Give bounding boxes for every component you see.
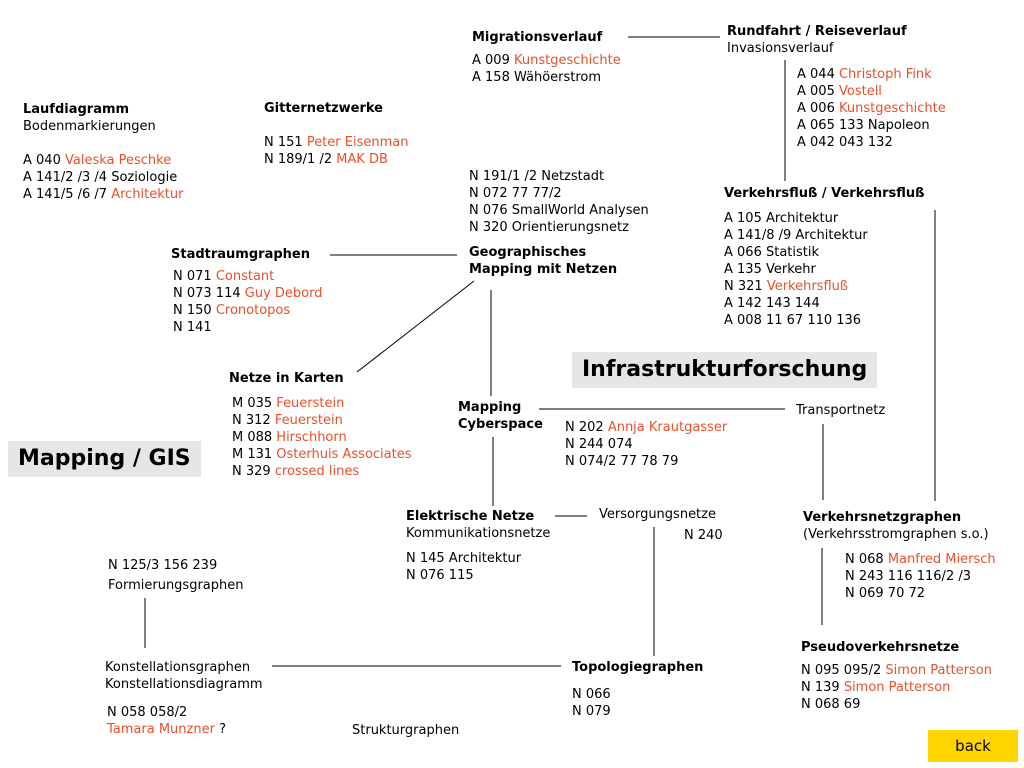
reference-link[interactable]: crossed lines	[274, 464, 360, 479]
geographisches-title: Geographisches Mapping mit Netzen	[469, 245, 618, 277]
list-item: A 135 Verkehr	[724, 262, 816, 277]
list-item: A 042 043 132	[797, 135, 893, 150]
list-item: A 141/2 /3 /4 Soziologie	[23, 170, 178, 185]
list-item: N 066	[572, 687, 611, 702]
list-item: N 312 Feuerstein	[232, 413, 343, 428]
verkehrsnetz-subtitle: (Verkehrsstromgraphen s.o.)	[803, 527, 989, 542]
list-item: A 142 143 144	[724, 296, 820, 311]
reference-link[interactable]: Manfred Miersch	[887, 552, 996, 567]
konstellation-list	[107, 704, 226, 738]
list-item: A 141/5 /6 /7 Architektur	[23, 187, 184, 202]
reference-link[interactable]: Architektur	[111, 187, 184, 202]
stadtraumgraphen-title: Stadtraumgraphen	[171, 247, 310, 262]
konstellation-block	[105, 659, 263, 693]
strukturgraphen-label: Strukturgraphen	[352, 723, 460, 738]
reference-link[interactable]: Christoph Fink	[838, 67, 932, 82]
list-item: A 065 133 Napoleon	[797, 118, 930, 133]
netzeinkarten-block	[229, 370, 344, 387]
reference-link[interactable]: Osterhuis Associates	[276, 447, 412, 462]
reference-link[interactable]: Cronotopos	[215, 303, 291, 318]
verkehrsfluss-block	[724, 185, 924, 329]
list-item: A 008 11 67 110 136	[724, 313, 862, 328]
laufdiagramm-block	[23, 101, 183, 203]
list-item: N 329 crossed lines	[232, 464, 360, 479]
verkehrsfluss-title: Verkehrsfluß / Verkehrsfluß	[724, 186, 925, 201]
list-item: N 068 Manfred Miersch	[845, 552, 996, 567]
topologie-block	[572, 659, 703, 720]
back-button[interactable]: back	[928, 730, 1018, 762]
mappingcyberspace-title: Mapping Cyberspace	[458, 400, 543, 432]
list-item: Tamara Munzner ?	[107, 722, 226, 737]
list-item: N 072 77 77/2	[469, 186, 562, 201]
migrationsverlauf-title: Migrationsverlauf	[472, 30, 603, 45]
netzeinkarten-list	[232, 395, 412, 480]
list-item: N 244 074	[565, 437, 633, 452]
list-item: A 066 Statistik	[724, 245, 820, 260]
versorgungsnetze-label: Versorgungsnetze	[599, 507, 716, 522]
elektrisch-subtitle: Kommunikationsnetze	[406, 526, 551, 541]
list-item: N 095 095/2 Simon Patterson	[801, 663, 992, 678]
list-item: N 150 Cronotopos	[173, 303, 291, 318]
list-item: N 202 Annja Krautgasser	[565, 420, 728, 435]
list-item: A 105 Architektur	[724, 211, 839, 226]
list-item: N 076 115	[406, 568, 474, 583]
reference-link[interactable]: Kunstgeschichte	[838, 101, 946, 116]
list-item: N 071 Constant	[173, 269, 275, 284]
formierung-title: Formierungsgraphen	[108, 578, 244, 593]
rundfahrt-title: Rundfahrt / Reiseverlauf	[727, 24, 907, 39]
verkehrsnetz-list	[845, 551, 996, 602]
stadtraumgraphen-block	[171, 246, 310, 263]
infrastruktur-heading: Infrastrukturforschung	[572, 352, 877, 388]
reference-link[interactable]: Simon Patterson	[843, 680, 951, 695]
list-item: N 079	[572, 704, 611, 719]
reference-link[interactable]: Simon Patterson	[885, 663, 992, 678]
list-item: M 131 Osterhuis Associates	[232, 447, 412, 462]
list-item: N 141	[173, 320, 212, 335]
list-item: N 191/1 /2 Netzstadt	[469, 169, 605, 184]
pseudo-block	[801, 639, 992, 713]
verkehrsnetz-title: Verkehrsnetzgraphen	[803, 510, 962, 525]
reference-link[interactable]: Verkehrsfluß	[766, 279, 849, 294]
rundfahrt-block	[727, 23, 907, 57]
stadtraumgraphen-list	[173, 268, 322, 336]
transportnetz-label: Transportnetz	[796, 403, 886, 418]
reference-link[interactable]: Peter Eisenman	[306, 135, 409, 150]
elektrisch-title: Elektrische Netze	[406, 509, 535, 524]
reference-link[interactable]: Kunstgeschichte	[513, 53, 621, 68]
list-item: N 069 70 72	[845, 586, 926, 601]
formierung-block	[108, 556, 244, 596]
verkehrsnetz-block	[803, 509, 989, 543]
laufdiagramm-subtitle: Bodenmarkierungen	[23, 119, 156, 134]
mapping-gis-heading: Mapping / GIS	[8, 441, 201, 477]
konstellation-subtitle: Konstellationsdiagramm	[105, 677, 263, 692]
netzstadt-list	[469, 168, 649, 236]
list-item: N 139 Simon Patterson	[801, 680, 951, 695]
list-item: N 074/2 77 78 79	[565, 454, 679, 469]
list-item: A 040 Valeska Peschke	[23, 153, 172, 168]
list-item: N 145 Architektur	[406, 551, 522, 566]
cyberspace-list	[565, 419, 727, 470]
netzeinkarten-title: Netze in Karten	[229, 371, 344, 386]
list-item: N 073 114 Guy Debord	[173, 286, 323, 301]
rundfahrt-list	[797, 66, 946, 151]
reference-link[interactable]: MAK DB	[336, 152, 388, 167]
list-item: N 151 Peter Eisenman	[264, 135, 409, 150]
list-item: N 076 SmallWorld Analysen	[469, 203, 649, 218]
elektrisch-block	[406, 508, 550, 584]
topologie-title: Topologiegraphen	[572, 660, 704, 675]
list-item: N 068 69	[801, 697, 861, 712]
list-item: N 189/1 /2 MAK DB	[264, 152, 388, 167]
pseudo-title: Pseudoverkehrsnetze	[801, 640, 960, 655]
versorgungsnetze-number: N 240	[684, 528, 723, 543]
reference-link[interactable]: Constant	[215, 269, 275, 284]
gitternetzwerke-title: Gitternetzwerke	[264, 101, 383, 116]
list-item: A 044 Christoph Fink	[797, 67, 932, 82]
laufdiagramm-title: Laufdiagramm	[23, 102, 130, 117]
list-item: M 088 Hirschhorn	[232, 430, 347, 445]
gitternetzwerke-block	[264, 100, 408, 168]
reference-link[interactable]: Feuerstein	[274, 413, 343, 428]
konstellation-title: Konstellationsgraphen	[105, 660, 251, 675]
list-item: N 058 058/2	[107, 705, 188, 720]
reference-link[interactable]: Valeska Peschke	[64, 153, 172, 168]
list-item: M 035 Feuerstein	[232, 396, 345, 411]
formierung-number: N 125/3 156 239	[108, 558, 218, 573]
list-item: A 141/8 /9 Architektur	[724, 228, 868, 243]
list-item: A 158 Wähöerstrom	[472, 70, 602, 85]
list-item: A 005 Vostell	[797, 84, 882, 99]
reference-link[interactable]: Annja Krautgasser	[607, 420, 728, 435]
list-item: N 320 Orientierungsnetz	[469, 220, 629, 235]
list-item: A 006 Kunstgeschichte	[797, 101, 946, 116]
migrationsverlauf-block	[472, 29, 621, 86]
reference-link[interactable]: Hirschhorn	[276, 430, 347, 445]
list-item: N 243 116 116/2 /3	[845, 569, 971, 584]
rundfahrt-subtitle: Invasionsverlauf	[727, 41, 834, 56]
reference-link[interactable]: Feuerstein	[276, 396, 345, 411]
reference-link[interactable]: Vostell	[838, 84, 882, 99]
list-item: A 009 Kunstgeschichte	[472, 53, 621, 68]
reference-link[interactable]: Guy Debord	[244, 286, 323, 301]
list-item: N 321 Verkehrsfluß	[724, 279, 849, 294]
reference-link[interactable]: Tamara Munzner	[107, 722, 215, 737]
